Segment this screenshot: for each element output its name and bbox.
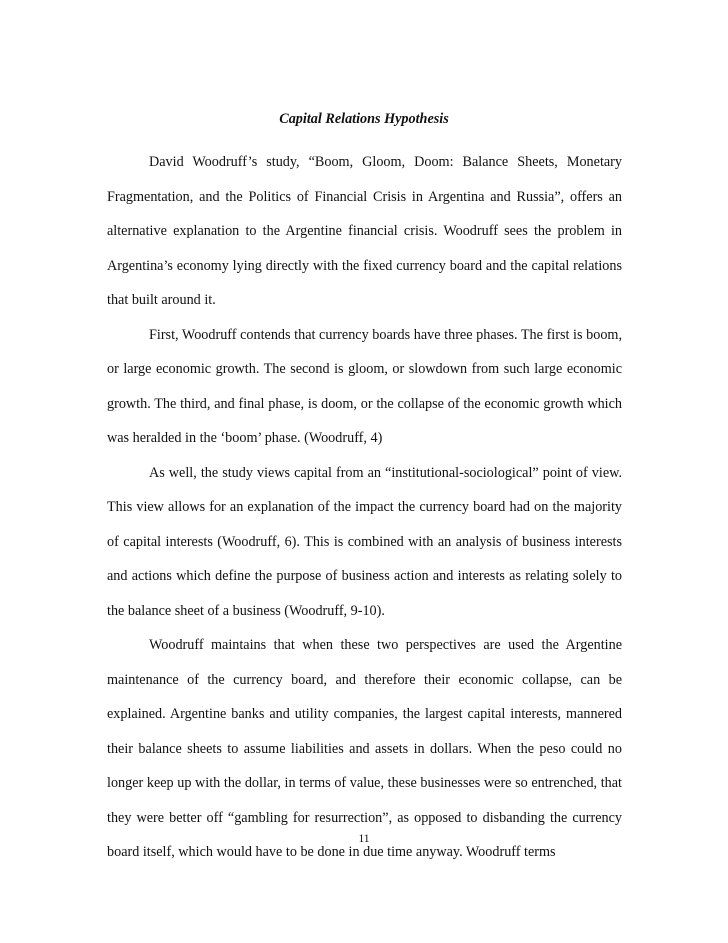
- page-number: 11: [358, 833, 370, 845]
- section-title: Capital Relations Hypothesis: [279, 111, 449, 127]
- paragraph: Woodruff maintains that when these two perspectives are used the Argentine maintenance of the currency board, and therefore their economic collapse, can be explained. Argentine banks and utility companies, the largest capital interests, mannered their balance sheets to assume liabilities and assets in dollars. When the peso could no longer keep up with the dollar, in terms of value, these businesses were so entrenched, that they were better off “gambling for resurrection”, as opposed to disbanding the currency board itself, which would have to be done in due time anyway. Woodruff terms: [107, 637, 622, 860]
- paragraph: David Woodruff’s study, “Boom, Gloom, Doom: Balance Sheets, Monetary Fragmentation, and the Politics of Financial Crisis in Argentina and Russia”, offers an alternative explanation to the Argentine financial crisis. Woodruff sees the problem in Argentina’s economy lying directly with the fixed currency board and the capital relations that built around it.: [107, 154, 622, 308]
- body-text: [107, 145, 622, 870]
- paragraph: First, Woodruff contends that currency boards have three phases. The first is boom, or large economic growth. The second is gloom, or slowdown from such large economic growth. The third, and final phase, is doom, or the collapse of the economic growth which was heralded in the ‘boom’ phase. (Woodruff, 4): [107, 326, 622, 446]
- paragraph: As well, the study views capital from an “institutional-sociological” point of view. This view allows for an explanation of the impact the currency board had on the majority of capital interests (Woodruff, 6). This is combined with an analysis of business interests and actions which define the purpose of business action and interests as relating solely to the balance sheet of a business (Woodruff, 9-10).: [107, 464, 622, 619]
